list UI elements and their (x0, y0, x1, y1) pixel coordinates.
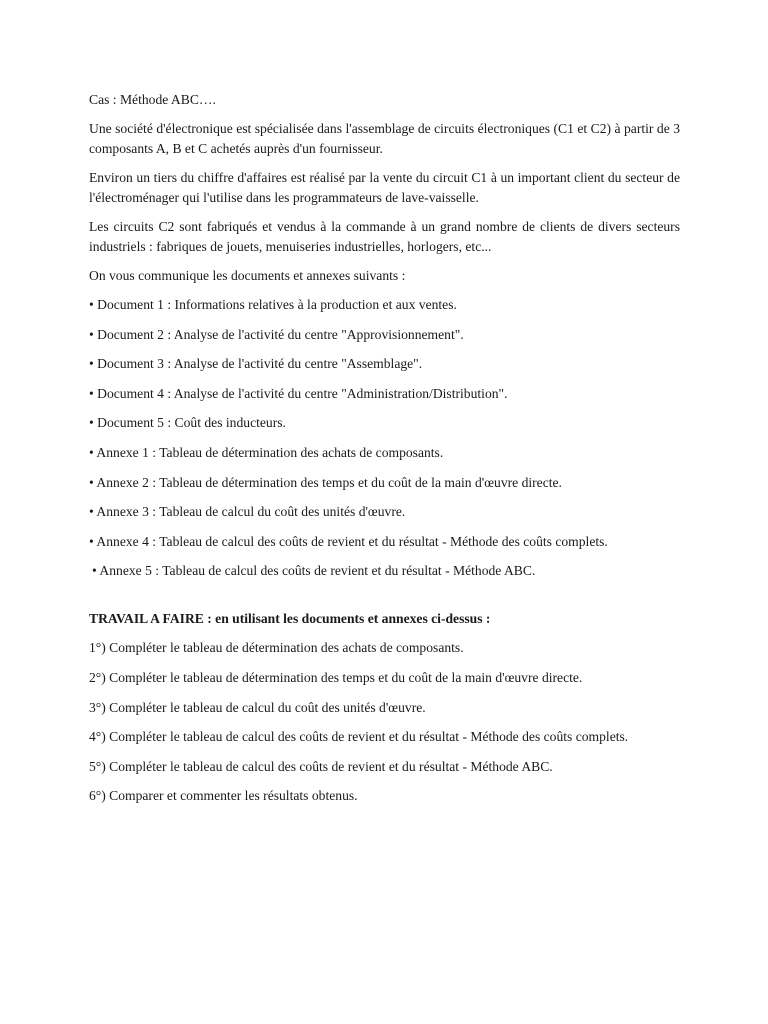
list-item-annexe-3: • Annexe 3 : Tableau de calcul du coût des unités d'œuvre. (89, 504, 406, 520)
intro-paragraph-4: On vous communique les documents et annexes suivants : (89, 268, 406, 283)
list-item-document-5: • Document 5 : Coût des inducteurs. (89, 415, 286, 431)
intro-paragraph-2: Environ un tiers du chiffre d'affaires est réalisé par la vente du circuit C1 à un important client du secteur de l'électroménager qui l'utilise dans les programmateurs de lave-vaisselle. (89, 170, 680, 205)
task-item-5: 5°) Compléter le tableau de calcul des coûts de revient et du résultat - Méthode ABC. (89, 758, 553, 774)
list-item-document-4: • Document 4 : Analyse de l'activité du centre "Administration/Distribution". (89, 385, 508, 401)
task-item-6: 6°) Comparer et commenter les résultats obtenus. (89, 788, 358, 804)
task-item-2: 2°) Compléter le tableau de détermination des temps et du coût de la main d'œuvre directe. (89, 669, 583, 685)
intro-paragraph-1: Une société d'électronique est spécialisée dans l'assemblage de circuits électroniques (C1 et C2) à partir de 3 composants A, B et C achetés auprès d'un fournisseur. (89, 121, 680, 156)
case-title: Cas : Méthode ABC…. (89, 92, 216, 107)
list-item-document-1: • Document 1 : Informations relatives à la production et aux ventes. (89, 297, 457, 312)
documents-list (89, 295, 680, 581)
work-heading: TRAVAIL A FAIRE : en utilisant les documents et annexes ci-dessus : (89, 611, 491, 627)
list-item-document-3: • Document 3 : Analyse de l'activité du centre "Assemblage". (89, 356, 423, 372)
tasks-list (89, 638, 680, 806)
intro-paragraph-3: Les circuits C2 sont fabriqués et vendus à la commande à un grand nombre de clients de divers secteurs industriels : fabriques de jouets, menuiseries industrielles, horlogers, etc... (89, 219, 680, 254)
list-item-annexe-2: • Annexe 2 : Tableau de détermination des temps et du coût de la main d'œuvre directe. (89, 474, 562, 490)
list-item-annexe-1: • Annexe 1 : Tableau de détermination des achats de composants. (89, 444, 444, 460)
list-item-annexe-4: • Annexe 4 : Tableau de calcul des coûts de revient et du résultat - Méthode des coûts complets. (89, 533, 608, 549)
task-item-4: 4°) Compléter le tableau de calcul des coûts de revient et du résultat - Méthode des coûts complets. (89, 729, 629, 745)
list-item-annexe-5: • Annexe 5 : Tableau de calcul des coûts de revient et du résultat - Méthode ABC. (92, 563, 536, 579)
task-item-3: 3°) Compléter le tableau de calcul du coût des unités d'œuvre. (89, 699, 426, 715)
list-item-document-2: • Document 2 : Analyse de l'activité du centre "Approvisionnement". (89, 326, 464, 342)
task-item-1: 1°) Compléter le tableau de détermination des achats de composants. (89, 640, 464, 656)
document-page (89, 90, 680, 816)
